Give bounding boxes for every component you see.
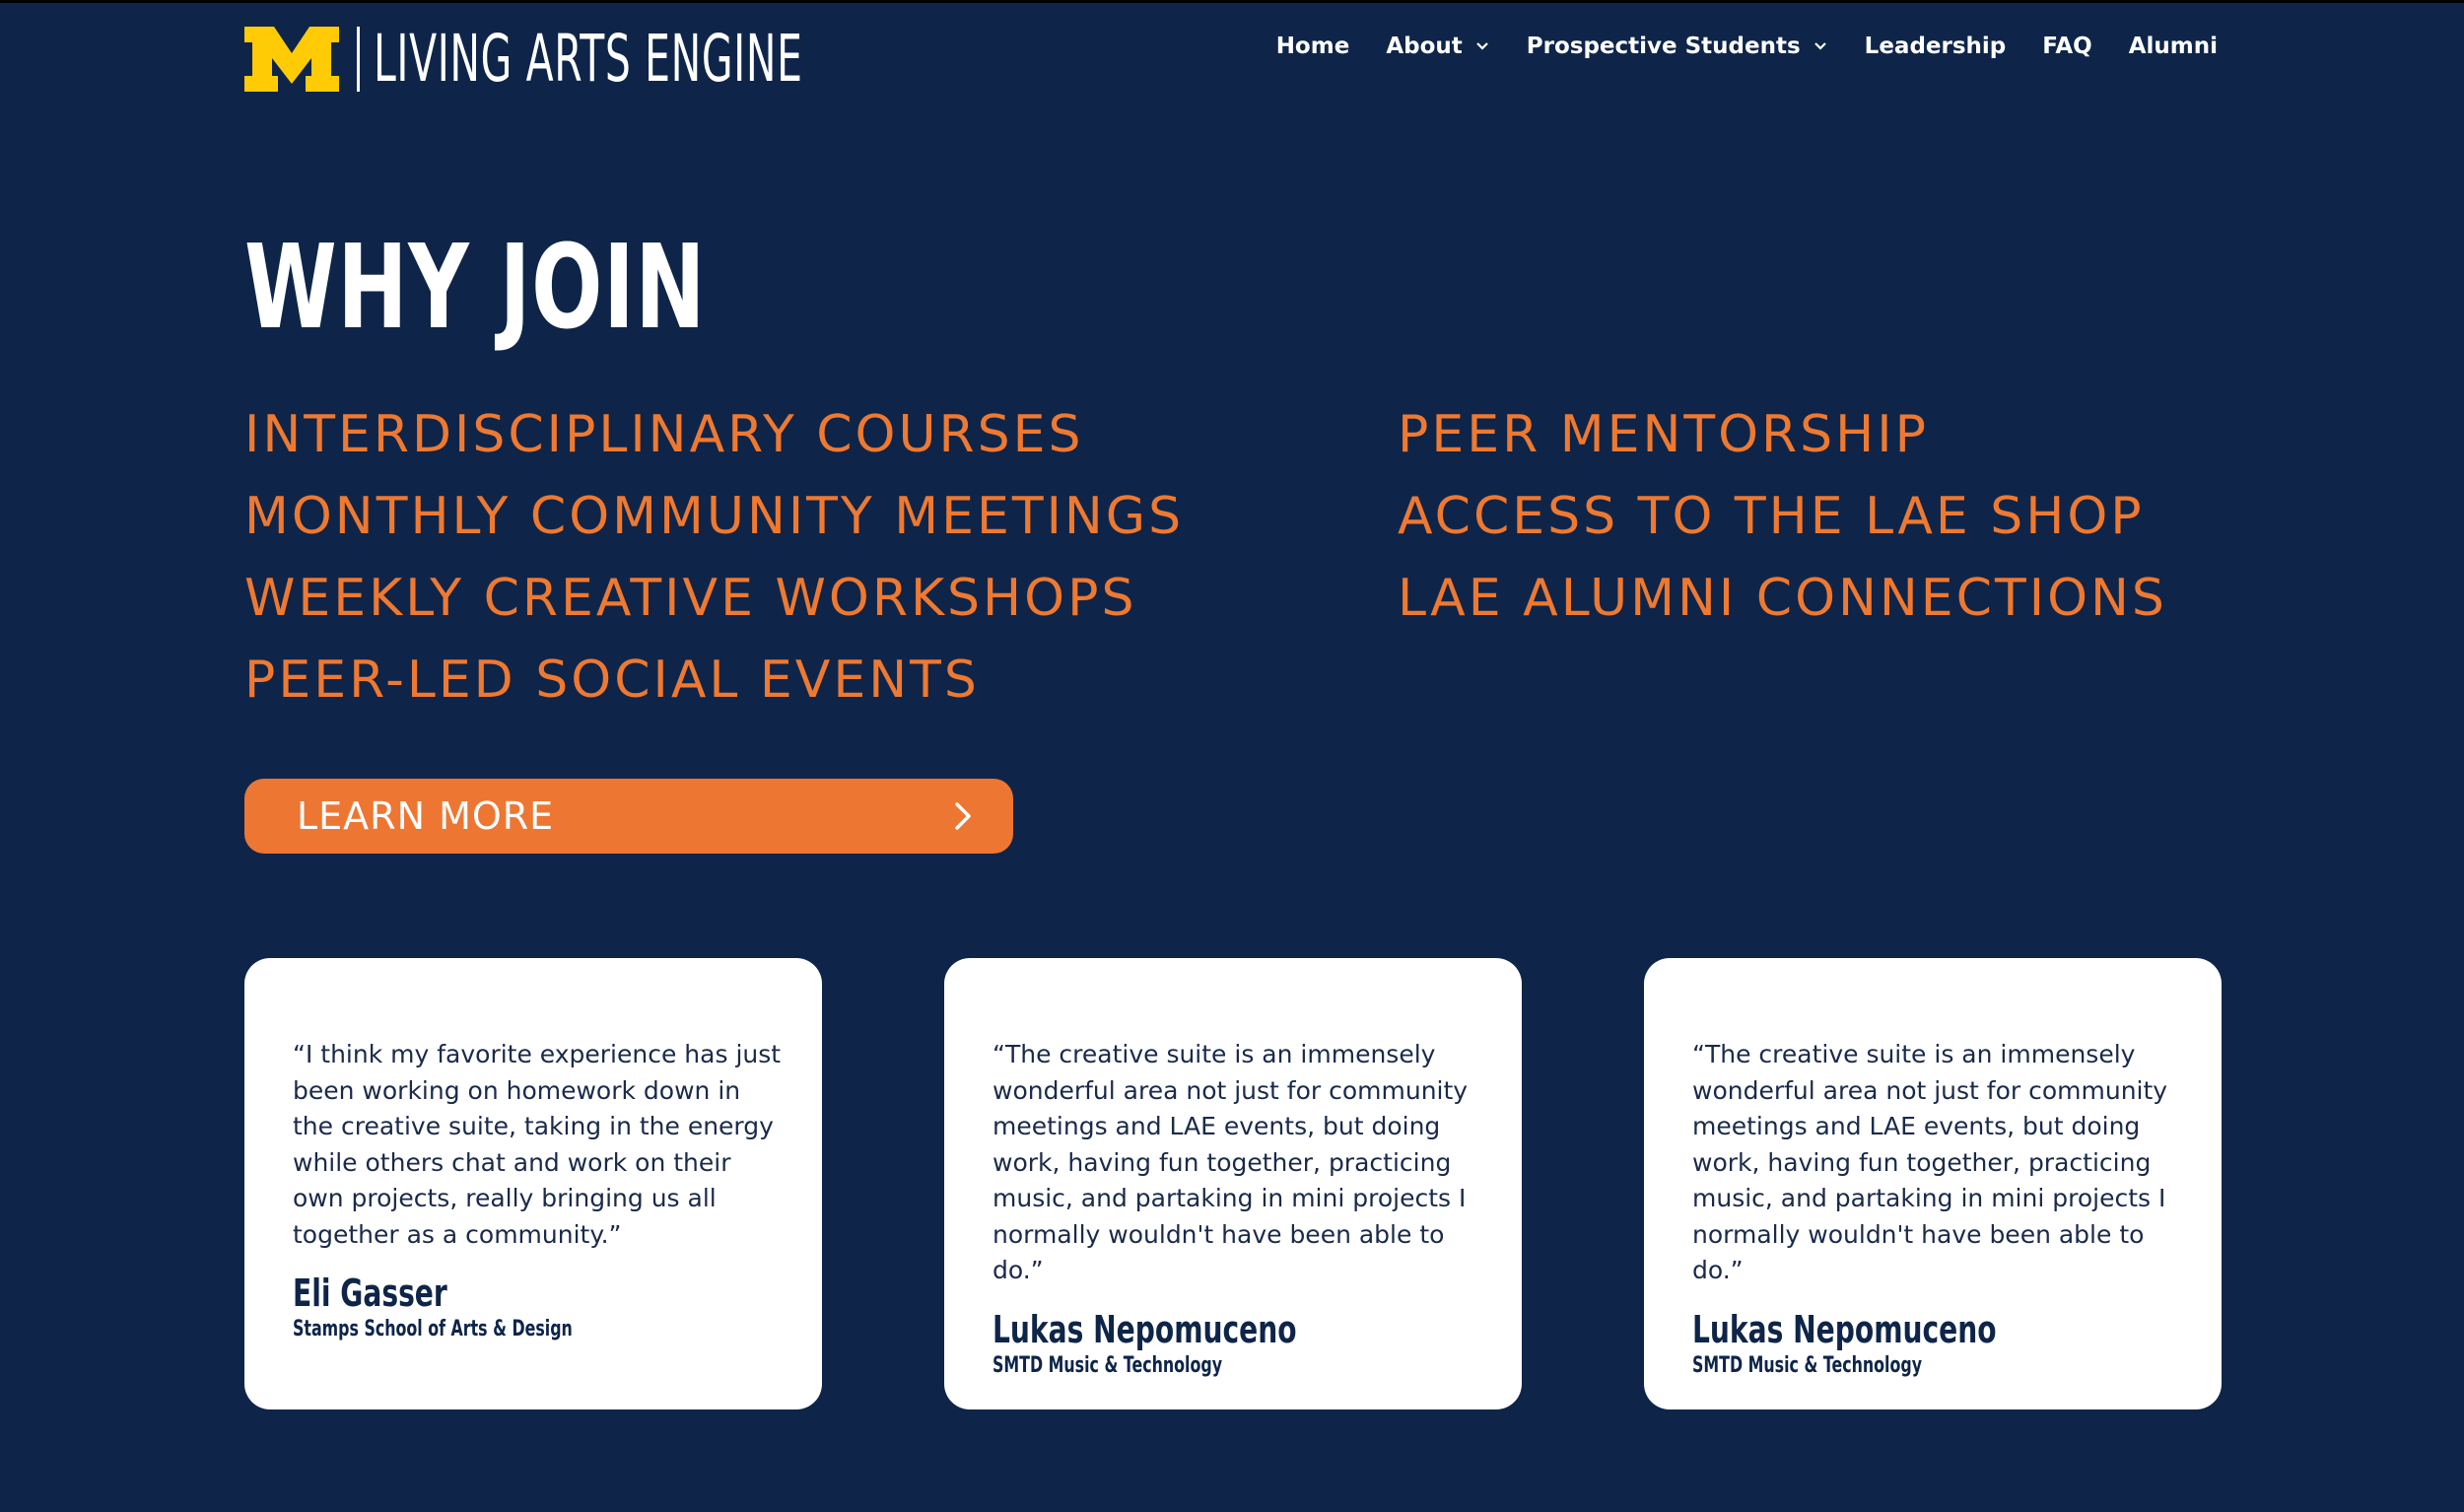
testimonial-quote: “The creative suite is an immensely wonderful area not just for community meetings and LAE events, but doing work, having fun together, practicing music, and partaking in mini projects I normally wouldn't have been able to do.”	[992, 1040, 1469, 1284]
nav-item-label: About	[1386, 34, 1463, 59]
benefit-item: PEER MENTORSHIP	[1398, 405, 1929, 464]
testimonial-name: Lukas Nepomuceno	[992, 1307, 1297, 1351]
site-logo[interactable]	[244, 21, 1066, 97]
nav-item-alumni[interactable]	[2129, 34, 2218, 59]
testimonial-name: Eli Gasser	[293, 1271, 447, 1315]
testimonial-quote: “I think my favorite experience has just been working on homework down in the creative suite, taking in the energy while others chat and work on their own projects, really bringing us all together as a community.”	[293, 1040, 782, 1249]
testimonials-section	[244, 958, 2221, 1409]
chevron-right-icon	[952, 799, 974, 833]
site-header	[0, 0, 2464, 108]
logo-wordmark: LIVING ARTS ENGINE	[374, 21, 803, 97]
testimonial-card	[1644, 958, 2222, 1409]
benefit-item: ACCESS TO THE LAE SHOP	[1398, 487, 2145, 546]
testimonial-quote: “The creative suite is an immensely wonderful area not just for community meetings and LAE events, but doing work, having fun together, practicing music, and partaking in mini projects I normally wouldn't have been able to do.”	[1692, 1040, 2168, 1284]
nav-item-faq[interactable]	[2042, 34, 2091, 59]
main-nav	[1240, 34, 2218, 59]
nav-item-about[interactable]	[1386, 34, 1489, 59]
nav-item-label: Prospective Students	[1526, 34, 1801, 59]
testimonial-card	[944, 958, 1522, 1409]
nav-item-label: Home	[1275, 34, 1350, 59]
benefit-item: PEER-LED SOCIAL EVENTS	[244, 651, 980, 710]
chevron-down-icon	[1813, 38, 1828, 54]
nav-item-prospective-students[interactable]	[1527, 34, 1828, 59]
learn-more-button[interactable]	[244, 779, 1013, 854]
block-m-logo-icon	[244, 27, 339, 92]
benefits-column-right	[1398, 394, 2167, 722]
benefit-item: WEEKLY CREATIVE WORKSHOPS	[244, 569, 1137, 628]
benefits-column-left	[244, 394, 1398, 722]
benefit-item: MONTHLY COMMUNITY MEETINGS	[244, 487, 1185, 546]
nav-item-label: FAQ	[2042, 34, 2092, 59]
logo-divider	[357, 27, 360, 92]
testimonial-school: Stamps School of Arts & Design	[293, 1317, 573, 1341]
nav-item-label: Leadership	[1864, 34, 2007, 59]
chevron-down-icon	[1474, 38, 1490, 54]
benefits-list	[244, 394, 2225, 722]
testimonial-name: Lukas Nepomuceno	[1692, 1307, 1997, 1351]
benefit-item: LAE ALUMNI CONNECTIONS	[1398, 569, 2167, 628]
benefit-item: INTERDISCIPLINARY COURSES	[244, 405, 1084, 464]
nav-item-leadership[interactable]	[1865, 34, 2007, 59]
learn-more-label: LEARN MORE	[297, 794, 555, 838]
testimonial-card	[244, 958, 822, 1409]
nav-item-label: Alumni	[2128, 34, 2218, 59]
nav-item-home[interactable]	[1276, 34, 1350, 59]
page-title: WHY JOIN	[244, 219, 707, 355]
testimonial-school: SMTD Music & Technology	[992, 1352, 1223, 1378]
testimonial-school: SMTD Music & Technology	[1692, 1352, 1923, 1378]
